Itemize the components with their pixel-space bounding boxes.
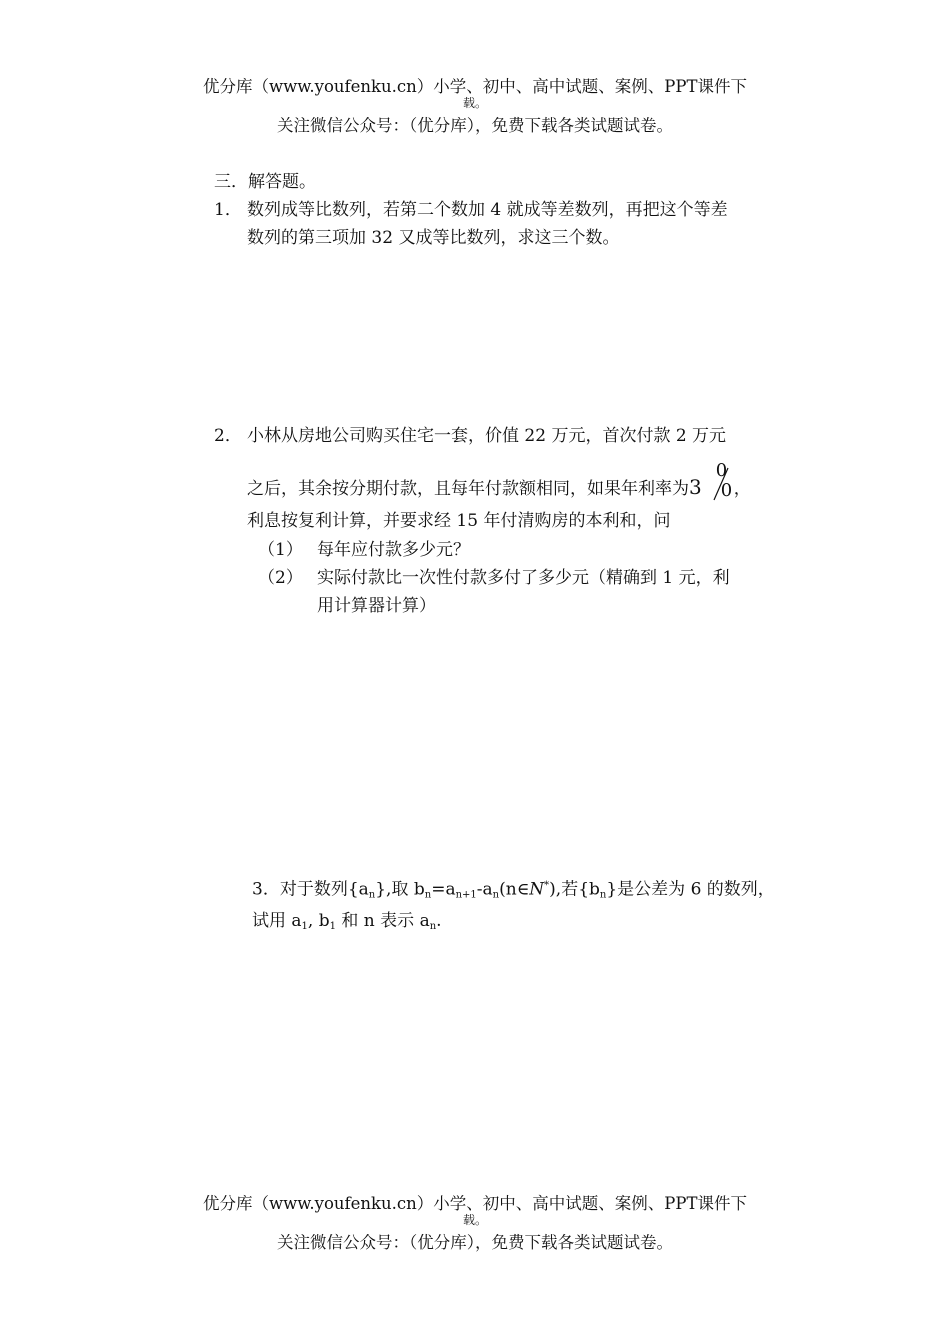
q2-sub2-label: （2） xyxy=(258,568,303,588)
subscript: n xyxy=(424,889,432,901)
subscript: n+1 xyxy=(455,889,477,901)
header-line-1: 优分库（www.youfenku.cn）小学、初中、高中试题、案例、PPT课件下 xyxy=(203,77,747,96)
subscript: 1 xyxy=(301,921,308,932)
superscript-star: * xyxy=(544,880,550,891)
q3-text: }是公差为 6 的数列， xyxy=(606,879,775,900)
percent-numerator: 0 xyxy=(715,460,728,481)
q2-sub2-text-2: 用计算器计算） xyxy=(317,596,436,616)
q1-line-2: 数列的第三项加 32 又成等比数列，求这三个数。 xyxy=(247,228,620,248)
q2-sub1-text: 每年应付款多少元？ xyxy=(317,540,470,560)
interest-rate-integer: 3 xyxy=(689,475,702,499)
section-title: 三．解答题。 xyxy=(214,172,316,192)
subscript: n xyxy=(599,889,607,901)
q3-text: ),若{b xyxy=(549,879,600,900)
q2-sub1-label: （1） xyxy=(258,540,303,560)
q2-number: 2． xyxy=(214,426,242,446)
q3-line-2 xyxy=(252,913,442,930)
percent-sign xyxy=(702,460,734,504)
q2-line-3: 利息按复利计算，并要求经 15 年付清购房的本利和，问 xyxy=(247,511,671,531)
q3-text: 对于数列{a xyxy=(279,879,369,900)
q3-text: . xyxy=(436,911,442,931)
footer-line-1: 优分库（www.youfenku.cn）小学、初中、高中试题、案例、PPT课件下 xyxy=(203,1194,747,1213)
subscript: 1 xyxy=(329,921,336,932)
footer-line-3: 关注微信公众号：（优分库），免费下载各类试题试卷。 xyxy=(277,1233,673,1252)
q2-line-1: 小林从房地公司购买住宅一套，价值 22 万元，首次付款 2 万元 xyxy=(247,426,727,446)
subscript: n xyxy=(492,889,500,901)
q3-text: },取 b xyxy=(375,879,425,900)
q2-line-2-comma: ， xyxy=(733,479,751,499)
q2-sub2-text-1: 实际付款比一次性付款多付了多少元（精确到 1 元，利 xyxy=(317,568,730,588)
q3-text: =a xyxy=(431,879,456,900)
q3-text: -a xyxy=(476,879,493,900)
subscript: n xyxy=(368,889,376,901)
header-line-2: 载。 xyxy=(462,96,487,110)
header-line-3: 关注微信公众号：（优分库），免费下载各类试题试卷。 xyxy=(277,116,673,135)
q3-number: 3． xyxy=(252,879,280,900)
q3-text: 和 n 表示 a xyxy=(336,911,430,931)
q3-text: (n∈ xyxy=(499,879,530,900)
footer-line-2: 载。 xyxy=(462,1213,487,1227)
percent-denominator: 0 xyxy=(720,480,733,501)
q2-line-2 xyxy=(247,460,751,504)
q3-text: 试用 a xyxy=(252,911,302,931)
q3-text: , b xyxy=(307,911,330,931)
q3-line-1 xyxy=(252,881,775,899)
q1-number: 1． xyxy=(214,200,242,220)
natural-numbers-symbol: N xyxy=(529,879,545,900)
q2-line-2-text: 之后，其余按分期付款，且每年付款额相同，如果年利率为 xyxy=(247,479,689,499)
subscript: n xyxy=(429,921,437,932)
q1-line-1: 数列成等比数列，若第二个数加 4 就成等差数列，再把这个等差 xyxy=(247,200,728,220)
